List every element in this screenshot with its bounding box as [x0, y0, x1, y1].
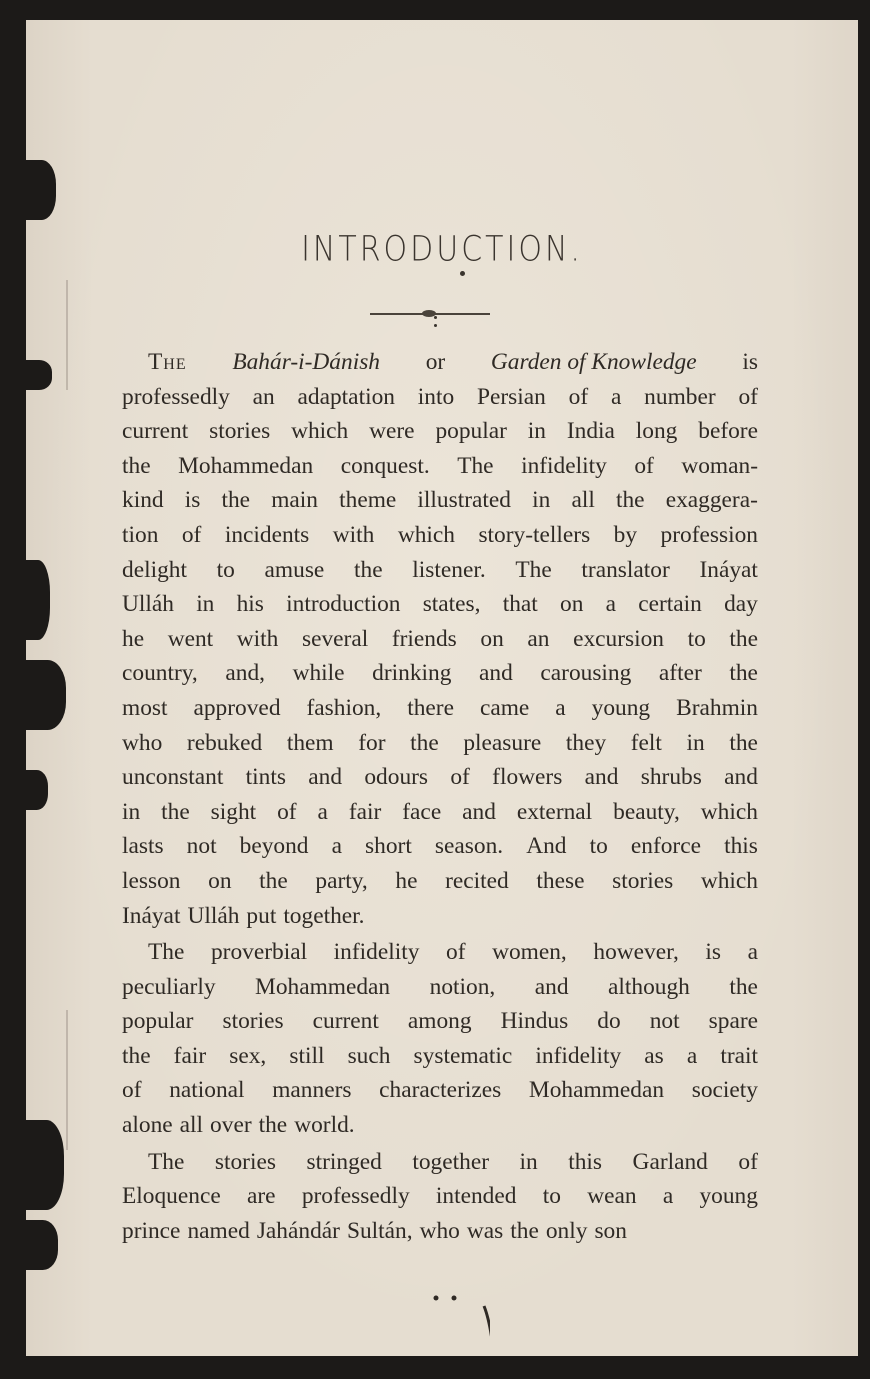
text-word: intended: [435, 1183, 517, 1210]
text-word: stringed: [306, 1148, 382, 1175]
text-word: certain: [638, 591, 702, 618]
text-line: [122, 795, 758, 830]
text-word: The: [515, 556, 552, 583]
text-word: Brahmin: [676, 694, 758, 721]
text-word: put: [246, 902, 277, 929]
text-word: young: [591, 694, 651, 721]
text-word: the: [729, 729, 758, 756]
text-word: named: [187, 1217, 250, 1244]
text-word: stories: [209, 418, 271, 445]
text-word: conquest.: [340, 452, 430, 479]
text-word: alone: [122, 1112, 173, 1139]
text-line: [122, 656, 758, 691]
text-word: wean: [587, 1183, 637, 1210]
text-line: [122, 380, 758, 415]
text-word: Persian: [476, 383, 546, 410]
text-word: and: [724, 764, 758, 791]
text-word: exaggera-: [665, 487, 758, 514]
text-word: felt: [630, 729, 662, 756]
text-line: [122, 414, 758, 449]
text-line: [122, 1004, 758, 1039]
text-word: in: [532, 487, 551, 514]
text-word: however,: [593, 939, 679, 966]
text-word: on: [480, 625, 504, 652]
text-word: for: [358, 729, 386, 756]
text-word: and: [479, 660, 513, 687]
text-word: Garland: [632, 1148, 708, 1175]
text-word: who: [419, 1217, 460, 1244]
text-word: not: [649, 1008, 680, 1035]
text-line: [122, 449, 758, 484]
text-word: delight: [122, 556, 187, 583]
text-word: party,: [315, 867, 368, 894]
text-word: Hindus: [500, 1008, 569, 1035]
text-word: they: [565, 729, 607, 756]
text-word: a: [610, 383, 622, 410]
text-word: of: [450, 764, 470, 791]
text-word: Sultán,: [346, 1217, 413, 1244]
text-word: and: [308, 764, 343, 791]
text-word: and,: [225, 660, 265, 687]
text-word: the: [510, 1217, 539, 1244]
text-word: while: [292, 660, 345, 687]
text-word: which: [291, 418, 349, 445]
text-word: a: [317, 798, 328, 825]
torn-edge: [20, 560, 50, 640]
text-word: characterizes: [379, 1077, 502, 1104]
text-word: them: [286, 729, 334, 756]
text-word: lasts: [122, 833, 164, 860]
text-word: of: [738, 1148, 758, 1175]
text-word: pleasure: [463, 729, 542, 756]
text-line: [122, 483, 758, 518]
text-word: fair: [348, 798, 382, 825]
text-word: face: [402, 798, 442, 825]
text-word: to: [589, 833, 608, 860]
text-word: Bahár-i-Dánish: [232, 349, 380, 375]
text-line: [122, 970, 758, 1005]
text-word: young: [699, 1183, 758, 1210]
text-word: Garden of Knowledge: [490, 349, 697, 375]
text-line: [122, 1073, 758, 1108]
text-word: is: [184, 487, 201, 514]
text-word: into: [417, 383, 455, 410]
text-word: infidelity: [333, 939, 420, 966]
text-line: [122, 1039, 758, 1074]
text-word: most: [122, 694, 168, 721]
text-word: stories: [214, 1148, 276, 1175]
text-word: The: [148, 939, 185, 966]
text-word: number: [644, 383, 716, 410]
text-line: [122, 935, 758, 970]
text-word: of: [634, 452, 654, 479]
text-word: odours: [364, 764, 429, 791]
text-word: season.: [434, 833, 504, 860]
text-word: before: [698, 418, 758, 445]
text-word: the: [122, 1042, 151, 1069]
text-word: The: [148, 349, 187, 375]
text-word: the: [615, 487, 645, 514]
text-word: notion,: [429, 973, 496, 1000]
text-word: amuse: [264, 556, 325, 583]
text-word: over: [210, 1112, 252, 1139]
text-word: of: [277, 798, 297, 825]
text-line: [122, 518, 758, 553]
text-word: a: [331, 833, 342, 860]
text-word: the: [410, 729, 439, 756]
text-word: which: [700, 867, 758, 894]
text-word: professedly: [122, 383, 230, 410]
text-word: of: [446, 939, 466, 966]
text-word: only: [545, 1217, 588, 1244]
text-word: all: [571, 487, 595, 514]
text-word: stories: [612, 867, 674, 894]
text-line: [122, 1108, 758, 1143]
fold-mark: [66, 1010, 68, 1150]
text-word: peculiarly: [122, 973, 216, 1000]
fold-mark: [66, 280, 68, 390]
text-word: world.: [294, 1112, 355, 1139]
text-word: unconstant: [122, 764, 224, 791]
text-word: Mohammedan: [178, 452, 314, 479]
text-word: popular: [435, 418, 507, 445]
text-word: drinking: [372, 660, 452, 687]
torn-edge: [20, 360, 52, 390]
text-word: fashion,: [306, 694, 382, 721]
text-word: of: [738, 383, 758, 410]
text-word: are: [246, 1183, 276, 1210]
torn-edge: [20, 660, 66, 730]
text-line: [122, 1145, 758, 1180]
text-word: friends: [391, 625, 457, 652]
text-word: who: [122, 729, 163, 756]
text-word: the: [161, 798, 190, 825]
text-word: long: [635, 418, 678, 445]
text-word: sight: [210, 798, 257, 825]
text-line: [122, 1214, 758, 1249]
text-word: introduction: [286, 591, 401, 618]
text-word: tion: [122, 521, 159, 548]
text-word: in: [519, 1148, 538, 1175]
text-word: stories: [222, 1008, 284, 1035]
text-word: in: [686, 729, 705, 756]
text-word: woman-: [681, 452, 758, 479]
text-word: these: [536, 867, 585, 894]
text-word: a: [555, 694, 566, 721]
text-word: to: [687, 625, 706, 652]
text-word: proverbial: [210, 939, 308, 966]
text-word: national: [169, 1077, 245, 1104]
text-word: theme: [339, 487, 397, 514]
text-word: lesson: [122, 867, 181, 894]
text-word: in: [122, 798, 141, 825]
page-title: INTRODUCTION.: [301, 229, 583, 270]
text-word: Mohammedan: [528, 1077, 665, 1104]
text-word: states,: [422, 591, 481, 618]
text-word: still: [289, 1042, 325, 1069]
text-word: went: [167, 625, 214, 652]
text-word: excursion: [573, 625, 664, 652]
text-word: that: [502, 591, 538, 618]
text-word: in: [196, 591, 215, 618]
text-word: infidelity: [521, 452, 607, 479]
page: [26, 20, 858, 1356]
text-word: society: [691, 1077, 758, 1104]
text-line: [122, 726, 758, 761]
text-word: with: [236, 625, 279, 652]
paragraph-gap: [122, 1248, 758, 1250]
text-word: an: [527, 625, 550, 652]
text-word: in: [527, 418, 546, 445]
text-word: is: [705, 939, 722, 966]
text-word: systematic: [413, 1042, 513, 1069]
text-word: the: [259, 867, 288, 894]
text-word: kind: [122, 487, 164, 514]
text-word: together: [412, 1148, 489, 1175]
ornament-dot: [434, 316, 437, 319]
text-word: adaptation: [297, 383, 395, 410]
text-word: And: [526, 833, 567, 860]
text-word: this: [568, 1148, 603, 1175]
text-line: [122, 899, 758, 934]
text-word: by: [613, 521, 638, 548]
text-word: prince: [122, 1217, 181, 1244]
text-word: son: [594, 1217, 627, 1244]
torn-edge: [20, 1220, 58, 1270]
text-line: [122, 345, 758, 380]
text-word: infidelity: [535, 1042, 622, 1069]
text-word: Ulláh: [122, 591, 174, 618]
text-word: an: [252, 383, 275, 410]
text-word: do: [597, 1008, 621, 1035]
torn-edge: [20, 770, 48, 810]
text-word: he: [122, 625, 145, 652]
text-word: not: [186, 833, 217, 860]
text-word: spare: [708, 1008, 758, 1035]
text-word: to: [542, 1183, 561, 1210]
text-word: there: [407, 694, 454, 721]
text-word: India: [566, 418, 615, 445]
text-word: tints: [245, 764, 286, 791]
text-word: The: [457, 452, 494, 479]
text-word: carousing: [540, 660, 632, 687]
text-word: current: [122, 418, 189, 445]
text-line: [122, 864, 758, 899]
text-word: Mohammedan: [255, 973, 391, 1000]
text-line: [122, 587, 758, 622]
text-word: fair: [173, 1042, 207, 1069]
text-word: rebuked: [186, 729, 263, 756]
text-word: the: [221, 487, 251, 514]
text-word: recited: [445, 867, 509, 894]
ornament-dot: [460, 271, 465, 276]
text-word: Ulláh: [187, 902, 240, 929]
text-word: on: [208, 867, 232, 894]
text-line: [122, 829, 758, 864]
text-word: as: [644, 1042, 664, 1069]
text-word: such: [347, 1042, 391, 1069]
text-word: or: [425, 349, 446, 375]
text-word: his: [236, 591, 264, 618]
text-word: is: [742, 349, 758, 375]
text-word: which: [397, 521, 455, 548]
text-word: of: [568, 383, 589, 410]
text-word: incidents: [224, 521, 310, 548]
text-word: which: [700, 798, 758, 825]
text-word: beyond: [239, 833, 309, 860]
text-word: a: [605, 591, 617, 618]
text-word: short: [365, 833, 412, 860]
text-word: and: [462, 798, 496, 825]
text-word: together.: [283, 902, 365, 929]
text-word: popular: [122, 1008, 194, 1035]
text-word: the: [729, 660, 758, 687]
text-word: flowers: [492, 764, 563, 791]
text-word: the: [258, 1112, 288, 1139]
text-word: sex,: [229, 1042, 267, 1069]
text-word: Ináyat: [122, 902, 181, 929]
page-mark: [430, 1292, 490, 1352]
text-word: translator: [581, 556, 670, 583]
text-word: the: [729, 625, 758, 652]
text-word: a: [747, 939, 758, 966]
body-text: [122, 345, 758, 1250]
text-word: approved: [193, 694, 281, 721]
text-word: enforce: [630, 833, 701, 860]
text-word: the: [122, 452, 151, 479]
text-word: to: [216, 556, 235, 583]
text-word: of: [122, 1077, 142, 1104]
text-word: current: [312, 1008, 379, 1035]
text-word: trait: [720, 1042, 758, 1069]
text-word: shrubs: [640, 764, 702, 791]
text-word: were: [369, 418, 415, 445]
text-word: day: [724, 591, 758, 618]
text-word: a: [686, 1042, 698, 1069]
text-word: of: [181, 521, 202, 548]
text-word: several: [301, 625, 369, 652]
text-word: external: [516, 798, 593, 825]
text-word: all: [179, 1112, 204, 1139]
text-word: came: [479, 694, 530, 721]
text-word: Ináyat: [699, 556, 758, 583]
text-word: and: [584, 764, 619, 791]
text-word: beauty,: [613, 798, 680, 825]
text-word: women,: [492, 939, 567, 966]
text-word: although: [608, 973, 690, 1000]
text-line: [122, 760, 758, 795]
torn-edge: [20, 160, 56, 220]
text-word: was: [466, 1217, 504, 1244]
text-word: Jahándár: [256, 1217, 340, 1244]
text-line: [122, 622, 758, 657]
text-word: main: [271, 487, 318, 514]
text-word: Eloquence: [122, 1183, 221, 1210]
text-word: illustrated: [417, 487, 511, 514]
torn-edge: [20, 1120, 64, 1210]
text-word: listener.: [412, 556, 486, 583]
text-word: and: [534, 973, 569, 1000]
text-line: [122, 691, 758, 726]
text-word: the: [729, 973, 758, 1000]
text-word: manners: [272, 1077, 352, 1104]
text-word: country,: [122, 660, 198, 687]
text-line: [122, 1179, 758, 1214]
text-line: [122, 553, 758, 588]
text-word: with: [332, 521, 375, 548]
text-word: professedly: [301, 1183, 410, 1210]
text-word: on: [560, 591, 584, 618]
text-word: after: [658, 660, 702, 687]
text-word: he: [395, 867, 418, 894]
ornament-dot: [434, 324, 437, 327]
text-word: profession: [660, 521, 758, 548]
text-word: this: [724, 833, 758, 860]
text-word: story-tellers: [478, 521, 591, 548]
text-word: the: [354, 556, 383, 583]
text-word: a: [662, 1183, 674, 1210]
ornament-rule: [370, 308, 490, 320]
text-word: among: [407, 1008, 472, 1035]
text-word: The: [148, 1148, 185, 1175]
